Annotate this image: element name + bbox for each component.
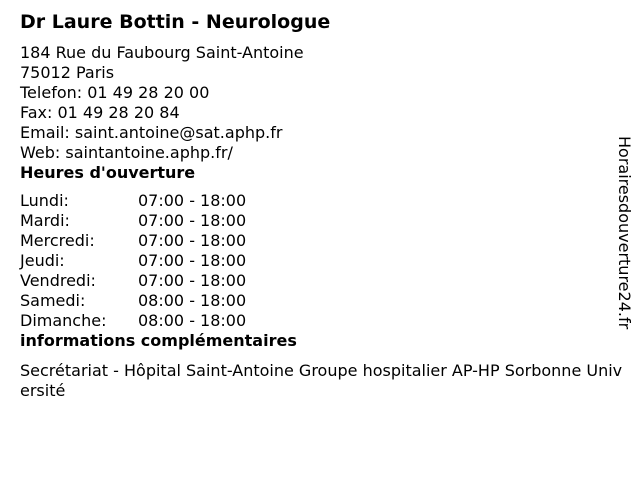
site-watermark: Horairesdouverture24.fr <box>615 136 634 330</box>
email-address: Email: saint.antoine@sat.aphp.fr <box>20 123 283 142</box>
hours-row-friday <box>20 271 626 291</box>
hours-row-tuesday <box>20 211 626 231</box>
day-label: Mercredi: <box>20 231 95 250</box>
opening-hours-table <box>20 191 626 331</box>
opening-hours-heading: Heures d'ouverture <box>20 163 196 182</box>
hours-row-saturday <box>20 291 626 311</box>
website: Web: saintantoine.aphp.fr/ <box>20 143 233 162</box>
time-range: 07:00 - 18:00 <box>138 231 247 250</box>
additional-info-heading: informations complémentaires <box>20 331 297 350</box>
time-range: 08:00 - 18:00 <box>138 291 247 310</box>
contact-details <box>20 43 626 163</box>
time-range: 07:00 - 18:00 <box>138 191 247 210</box>
day-label: Mardi: <box>20 211 70 230</box>
time-range: 07:00 - 18:00 <box>138 251 247 270</box>
day-label: Lundi: <box>20 191 69 210</box>
hours-row-monday <box>20 191 626 211</box>
city-postcode: 75012 Paris <box>20 63 115 82</box>
fax-number: Fax: 01 49 28 20 84 <box>20 103 180 122</box>
time-range: 07:00 - 18:00 <box>138 271 247 290</box>
time-range: 07:00 - 18:00 <box>138 211 247 230</box>
phone-number: Telefon: 01 49 28 20 00 <box>20 83 210 102</box>
day-label: Jeudi: <box>20 251 65 270</box>
practitioner-card <box>20 10 626 401</box>
time-range: 08:00 - 18:00 <box>138 311 247 330</box>
hours-row-thursday <box>20 251 626 271</box>
day-label: Samedi: <box>20 291 86 310</box>
street-address: 184 Rue du Faubourg Saint-Antoine <box>20 43 304 62</box>
hours-row-sunday <box>20 311 626 331</box>
day-label: Vendredi: <box>20 271 96 290</box>
hours-row-wednesday <box>20 231 626 251</box>
additional-info-text: Secrétariat - Hôpital Saint-Antoine Groupe hospitalier AP-HP Sorbonne Université <box>20 361 623 400</box>
day-label: Dimanche: <box>20 311 107 330</box>
page-title: Dr Laure Bottin - Neurologue <box>20 11 331 33</box>
